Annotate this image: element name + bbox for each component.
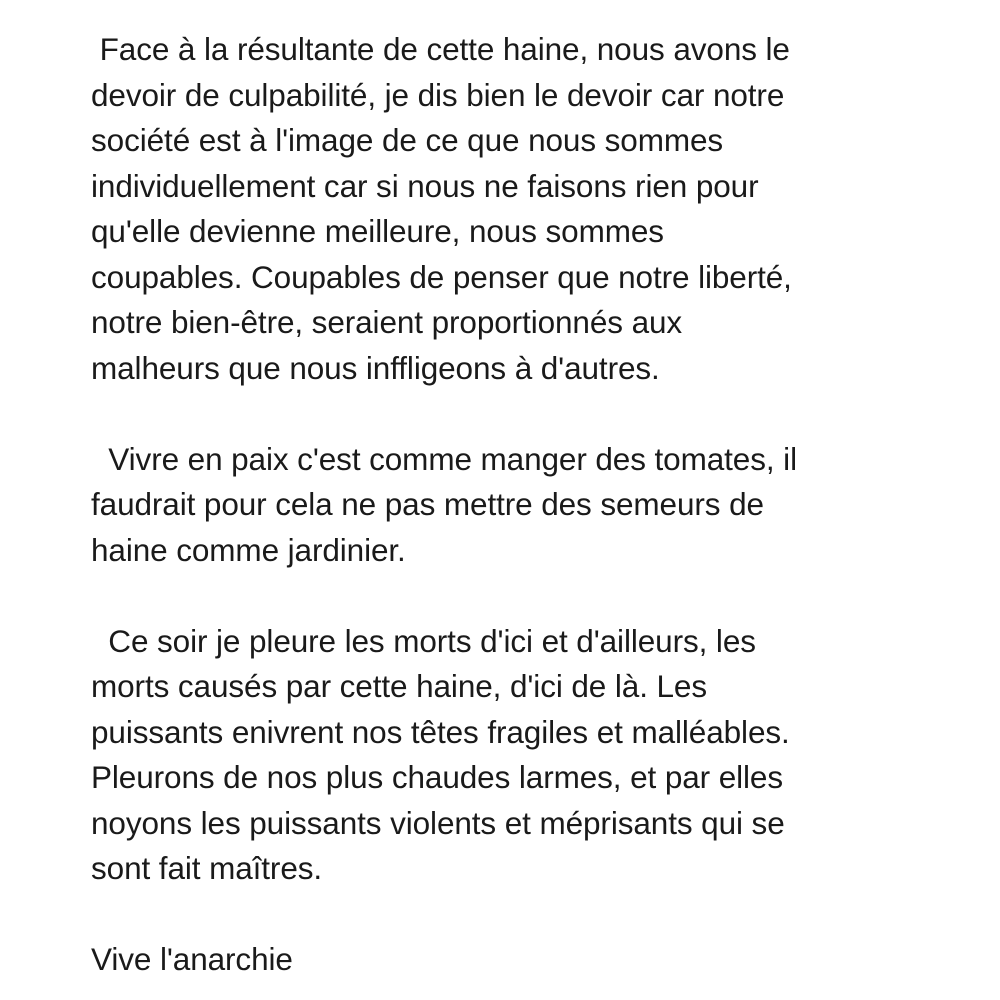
- paragraph-2: [91, 437, 911, 574]
- text-line: haine comme jardinier.: [91, 531, 406, 568]
- text-line: puissants enivrent nos têtes fragiles et malléables.: [91, 713, 790, 750]
- text-line: individuellement car si nous ne faisons rien pour: [91, 167, 759, 204]
- closing-line: Vive l'anarchie: [91, 941, 293, 977]
- paragraph-3: [91, 619, 911, 892]
- text-line: malheurs que nous inffligeons à d'autres.: [91, 349, 660, 386]
- text-line: noyons les puissants violents et méprisants qui se: [91, 804, 785, 841]
- paragraph-spacer: [91, 892, 911, 938]
- document-text: [91, 27, 911, 983]
- text-line: faudrait pour cela ne pas mettre des semeurs de: [91, 486, 764, 522]
- text-line: morts causés par cette haine, d'ici de là. Les: [91, 668, 707, 704]
- text-line: société est à l'image de ce que nous sommes: [91, 122, 724, 158]
- text-line: sont fait maîtres.: [91, 850, 323, 886]
- text-line: devoir de culpabilité, je dis bien le devoir car notre: [91, 76, 785, 113]
- paragraph-spacer: [91, 391, 911, 437]
- text-line: notre bien-être, seraient proportionnés aux: [91, 304, 683, 340]
- text-line: Ce soir je pleure les morts d'ici et d'ailleurs, les: [91, 622, 756, 659]
- paragraph-1: [91, 27, 911, 391]
- paragraph-spacer: [91, 573, 911, 619]
- text-line: qu'elle devienne meilleure, nous sommes: [91, 213, 664, 249]
- text-line: Pleurons de nos plus chaudes larmes, et par elles: [91, 759, 783, 795]
- text-line: Face à la résultante de cette haine, nous avons le: [91, 31, 790, 67]
- text-line: coupables. Coupables de penser que notre liberté,: [91, 258, 792, 295]
- text-line: Vivre en paix c'est comme manger des tomates, il: [91, 440, 797, 477]
